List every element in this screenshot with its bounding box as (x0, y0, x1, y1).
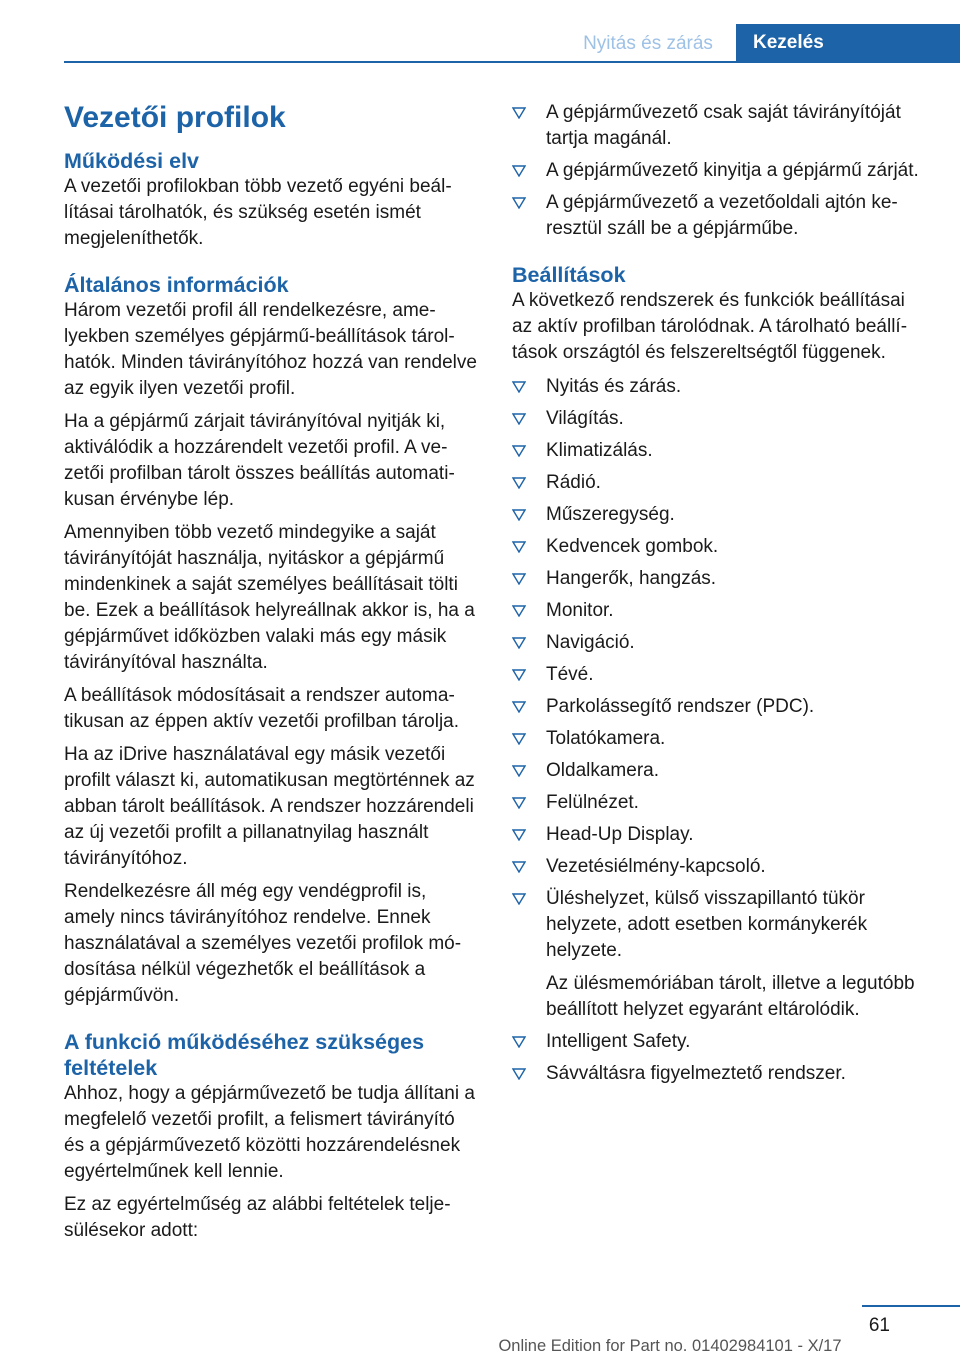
triangle-bullet-icon (512, 509, 526, 521)
seat-memory-note: Az ülésmemóriában tárolt, illetve a legutóbb beállított helyzet egyaránt eltárolódik. (546, 973, 915, 1020)
paragraph: Rendelkezésre áll még egy vendégprofil is, amely nincs távirányítóhoz rendelve. Ennek használatával a személyes vezetői profilok módosítása nélkül végezhetők el beállítások a gépjárművön. (64, 881, 462, 1006)
triangle-bullet-icon (512, 669, 526, 681)
list-item: A gépjárművezető csak saját távirányítóját tartja magánál. (512, 100, 928, 152)
heading-beallitasok: Beállítások (512, 263, 626, 287)
triangle-bullet-icon (512, 413, 526, 425)
paragraph: A következő rendszerek és funkciók beállításai az aktív profilban tárolódnak. A tárolható beállítások országtól és felszereltségtől függenek. (512, 290, 908, 363)
list-item: Intelligent Safety. (512, 1029, 928, 1055)
list-item: Világítás. (512, 406, 928, 432)
paragraph: A beállítások módosításait a rendszer automatikusan az éppen aktív vezetői profilban tárolja. (64, 685, 460, 732)
triangle-bullet-icon (512, 197, 526, 209)
list-item: A gépjárművezető a vezetőoldali ajtón keresztül száll be a gépjárműbe. (512, 190, 928, 242)
triangle-bullet-icon (512, 797, 526, 809)
triangle-bullet-icon (512, 165, 526, 177)
list-item: Rádió. (512, 470, 928, 496)
edition-note: Online Edition for Part no. 01402984101 - X/17 (498, 1337, 842, 1355)
triangle-bullet-icon (512, 1036, 526, 1048)
triangle-bullet-icon (512, 1068, 526, 1080)
paragraph: Három vezetői profil áll rendelkezésre, amelyekben személyes gépjármű-beállítások tárolhatók. Minden távirányítóhoz hozzá van rendelve az egyik ilyen vezetői profil. (64, 300, 477, 399)
triangle-bullet-icon (512, 637, 526, 649)
list-item: Hangerők, hangzás. (512, 566, 928, 592)
list-item: Klimatizálás. (512, 438, 928, 464)
triangle-bullet-icon (512, 765, 526, 777)
list-item: Monitor. (512, 598, 928, 624)
list-item: A gépjárművezető kinyitja a gépjármű zárját. (512, 158, 928, 184)
header-tab-chapter[interactable]: Kezelés (736, 24, 960, 62)
triangle-bullet-icon (512, 893, 526, 905)
page-number: 61 (868, 1315, 890, 1336)
paragraph: Ahhoz, hogy a gépjárművezető be tudja állítani a megfelelő vezetői profilt, a felismert távirányító és a gépjárművezető közötti hozzárendelésnek egyértelműnek kell lennie. (64, 1083, 475, 1182)
heading-feltetelek: A funkció működéséhez szükséges feltételek (64, 1030, 425, 1080)
triangle-bullet-icon (512, 541, 526, 553)
list-item: Kedvencek gombok. (512, 534, 928, 560)
footer-rule (862, 1305, 960, 1307)
triangle-bullet-icon (512, 107, 526, 119)
list-item: Üléshelyzet, külső visszapillantó tükör helyzete, adott esetben kormánykerék helyzete. Az ülésmemóriában tárolt, illetve a legutóbb beállított helyzet egyaránt eltárolódik. (512, 886, 928, 1023)
list-item: Tolatókamera. (512, 726, 928, 752)
heading-altalanos-informaciok: Általános információk (64, 273, 289, 297)
triangle-bullet-icon (512, 445, 526, 457)
list-item: Műszeregység. (512, 502, 928, 528)
list-item: Parkolássegítő rendszer (PDC). (512, 694, 928, 720)
paragraph: Ha az iDrive használatával egy másik vezetői profilt választ ki, automatikusan megtörténnek az abban tárolt beállítások. A rendszer hozzárendeli az új vezetői profilt a pillanatnyilag használt távirányítóhoz. (64, 744, 475, 869)
list-item: Navigáció. (512, 630, 928, 656)
triangle-bullet-icon (512, 829, 526, 841)
triangle-bullet-icon (512, 605, 526, 617)
triangle-bullet-icon (512, 477, 526, 489)
paragraph: A vezetői profilokban több vezető egyéni beállításai tárolhatók, és szükség esetén ismét megjeleníthetők. (64, 176, 452, 249)
list-item: Nyitás és zárás. (512, 374, 928, 400)
list-item: Oldalkamera. (512, 758, 928, 784)
page-title: Vezetői profilok (64, 101, 286, 134)
triangle-bullet-icon (512, 861, 526, 873)
header-tab-section[interactable]: Nyitás és zárás (583, 33, 713, 54)
list-item: Vezetésiélmény-kapcsoló. (512, 854, 928, 880)
triangle-bullet-icon (512, 573, 526, 585)
paragraph: Ha a gépjármű zárjait távirányítóval nyitják ki, aktiválódik a hozzárendelt vezetői profil. A vezetői profilban tárolt összes beállítás automatikusan érvénybe lép. (64, 411, 455, 510)
paragraph: Amennyiben több vezető mindegyike a saját távirányítóját használja, nyitáskor a gépjármű mindenkinek a saját személyes beállításait tölti be. Ezek a beállítások helyreállnak akkor is, ha a gépjárművet időközben valaki más egy másik távirányítóval használta. (64, 522, 475, 673)
triangle-bullet-icon (512, 381, 526, 393)
heading-mukodesi-elv: Működési elv (64, 149, 200, 173)
settings-list (512, 374, 928, 1087)
conditions-list (512, 100, 928, 242)
list-item: Head-Up Display. (512, 822, 928, 848)
right-column (512, 100, 928, 1093)
list-item: Felülnézet. (512, 790, 928, 816)
list-item: Tévé. (512, 662, 928, 688)
triangle-bullet-icon (512, 733, 526, 745)
list-item: Sávváltásra figyelmeztető rendszer. (512, 1061, 928, 1087)
paragraph: Ez az egyértelműség az alábbi feltételek teljesülésekor adott: (64, 1194, 451, 1241)
left-column (64, 100, 480, 1251)
triangle-bullet-icon (512, 701, 526, 713)
